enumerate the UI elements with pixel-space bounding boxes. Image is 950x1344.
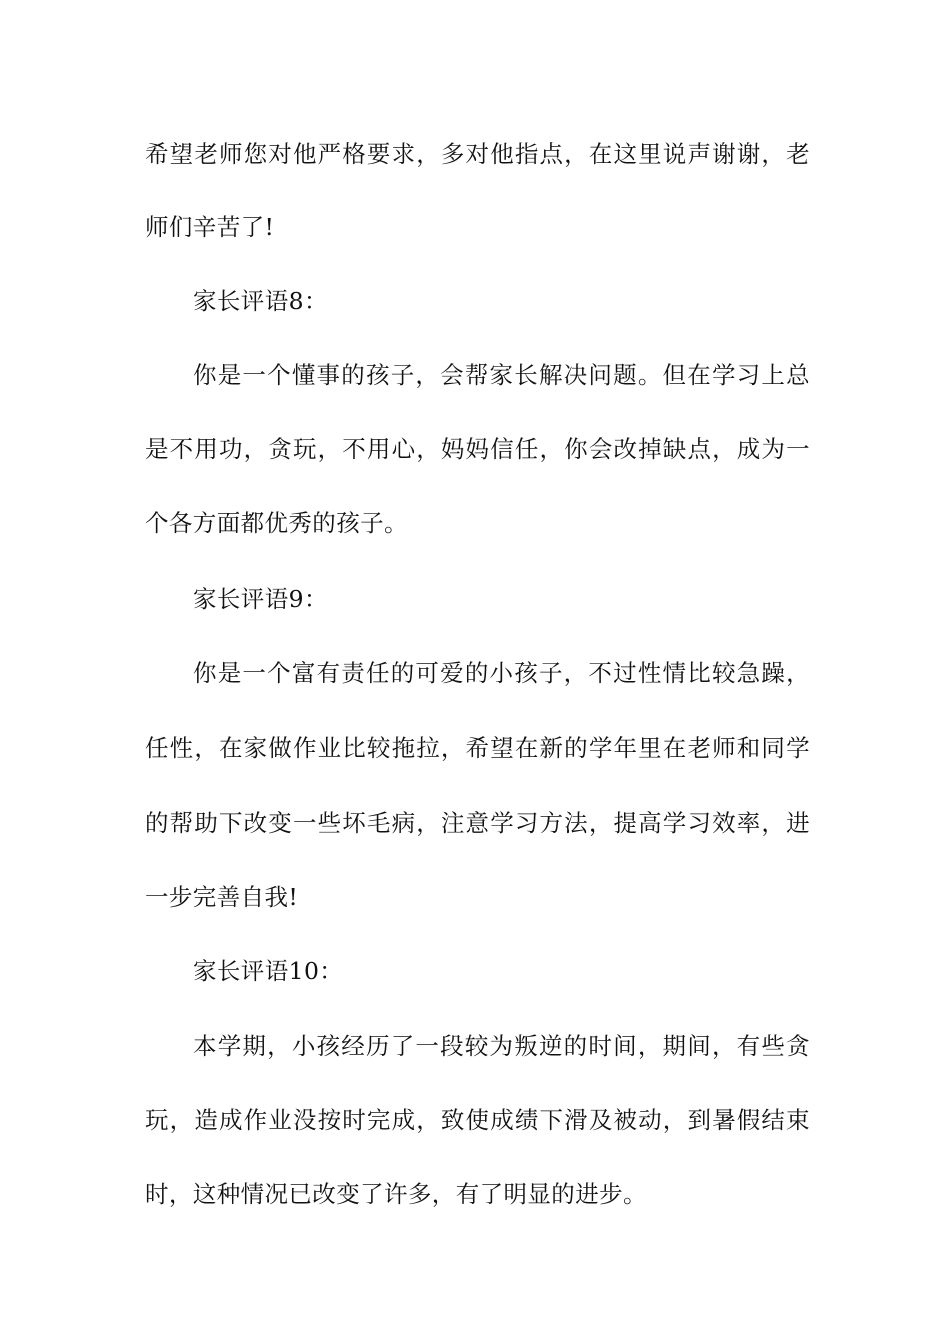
paragraph-line: 希望老师您对他严格要求，多对他指点，在这里说声谢谢，老 xyxy=(145,140,810,168)
paragraph-line: 时，这种情况已改变了许多，有了明显的进步。 xyxy=(145,1180,647,1208)
paragraph-line: 玩，造成作业没按时完成，致使成绩下滑及被动，到暑假结束 xyxy=(145,1106,810,1134)
section-heading: 家长评语8： xyxy=(193,287,328,315)
paragraph-line: 你是一个富有责任的可爱的小孩子，不过性情比较急躁， xyxy=(193,659,810,687)
paragraph-line: 是不用功，贪玩，不用心，妈妈信任，你会改掉缺点，成为一 xyxy=(145,435,810,463)
paragraph-line: 师们辛苦了! xyxy=(145,213,275,241)
paragraph-line: 任性，在家做作业比较拖拉，希望在新的学年里在老师和同学 xyxy=(145,734,810,762)
paragraph-line: 你是一个懂事的孩子，会帮家长解决问题。但在学习上总 xyxy=(193,361,810,389)
paragraph-line: 一步完善自我! xyxy=(145,883,299,911)
section-heading: 家长评语9： xyxy=(193,585,328,613)
paragraph-line: 个各方面都优秀的孩子。 xyxy=(145,509,408,537)
paragraph-line: 的帮助下改变一些坏毛病，注意学习方法，提高学习效率，进 xyxy=(145,809,810,837)
paragraph-line: 本学期，小孩经历了一段较为叛逆的时间，期间，有些贪 xyxy=(193,1032,810,1060)
section-heading: 家长评语10： xyxy=(193,957,344,985)
